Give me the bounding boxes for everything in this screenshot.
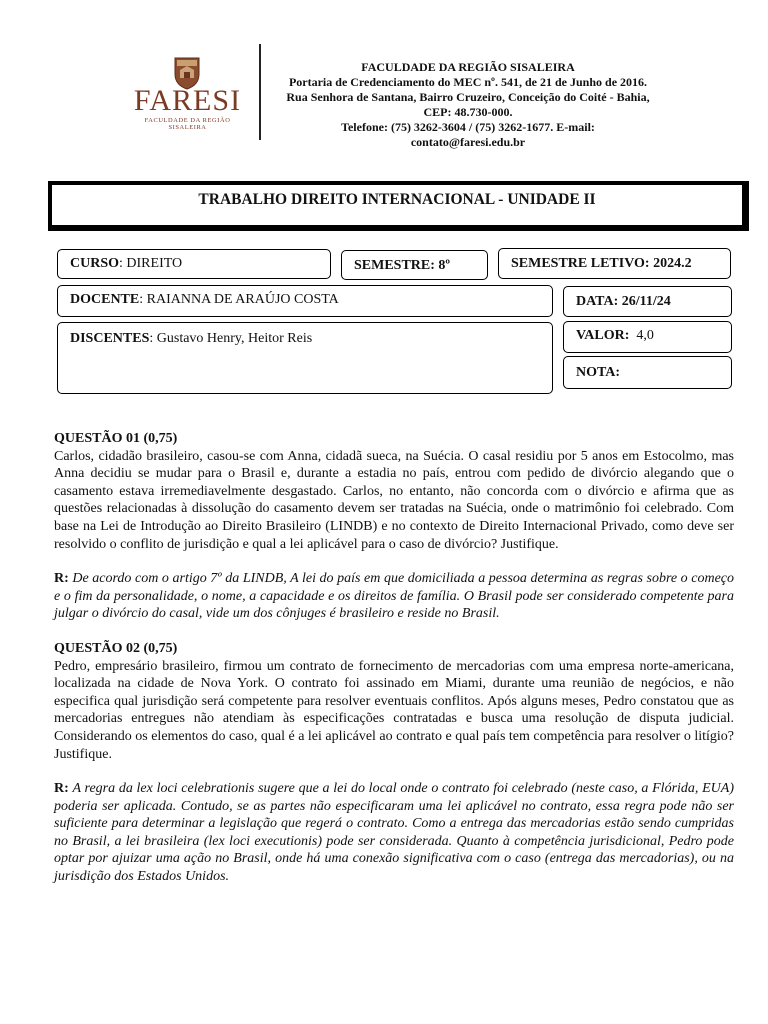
answer-1 xyxy=(54,570,734,623)
semestre-letivo-field xyxy=(498,248,731,279)
faresi-logo xyxy=(130,52,245,131)
question-1 xyxy=(54,430,734,623)
question-2-heading: QUESTÃO 02 (0,75) xyxy=(54,640,178,656)
answer-1-text: De acordo com o artigo 7º da LINDB, A lei do país em que domiciliada a pessoa determina as regras sobre o começo e o fim da personalidade, o nome, a capacidade e os direitos de família. O Brasil pode ser considerado competente para julgar o divórcio do casal, vide um dos cônjuges é brasileiro e reside no Brasil. xyxy=(54,571,735,622)
docente-value: : RAIANNA DE ARAÚJO COSTA xyxy=(139,292,339,307)
valor-label: VALOR: xyxy=(576,328,630,343)
header-divider xyxy=(259,44,261,140)
valor-field xyxy=(563,321,732,353)
answer-2-label: R: xyxy=(54,781,69,797)
answer-1-label: R: xyxy=(54,571,69,587)
questions-body xyxy=(54,430,734,886)
curso-label: CURSO xyxy=(70,256,120,271)
logo-subtitle: FACULDADE DA REGIÃO SISALEIRA xyxy=(144,117,231,131)
curso-value: : DIREITO xyxy=(119,256,183,271)
semestre-label: SEMESTRE: 8º xyxy=(354,258,451,273)
data-field xyxy=(563,286,732,317)
semestre-field xyxy=(341,250,488,280)
data-label: DATA: 26/11/24 xyxy=(576,294,671,309)
question-1-text: Carlos, cidadão brasileiro, casou-se com Anna, cidadã sueca, na Suécia. O casal residiu por 5 anos em Estocolmo, mas Anna decidiu se mudar para o Brasil e, durante a estadia no país, entrou com pedido de divórcio alegando que o casamento estava irremediavelmente desgastado. Carlos, no entanto, não concorda com o divórcio e afirma que as questões relacionadas à dissolução do casamento devem ser tratadas na Suécia, onde o matrimônio foi celebrado. Com base na Lei de Introdução ao Direito Brasileiro (LINDB) e no contexto de Direito Internacional Privado, como deve ser resolvido o conflito de jurisdição e qual a lei aplicável para o caso de divórcio? Justifique. xyxy=(54,448,734,552)
docente-field xyxy=(57,285,553,317)
docente-label: DOCENTE xyxy=(70,292,140,307)
phone-line: Telefone: (75) 3262-3604 / (75) 3262-1677. E-mail: xyxy=(341,120,595,134)
curso-field xyxy=(57,249,331,279)
discentes-value: : Gustavo Henry, Heitor Reis xyxy=(149,331,313,346)
address-line: Rua Senhora de Santana, Bairro Cruzeiro, Conceição do Coité - Bahia, xyxy=(286,90,650,104)
answer-2-text: A regra da lex loci celebrationis sugere que a lei do local onde o contrato foi celebrado (neste caso, a Flórida, EUA) poderia ser aplicada. Contudo, se as partes não especificaram uma lei aplicável no contrato, essa regra pode não ser suficiente para determinar a legislação que regerá o contrato. Como a entrega das mercadorias estão sendo cumpridas no Brasil, a lei brasileira (lex loci executionis) pode ser considerada. Quanto à competência jurisdicional, Pedro pode optar por ajuizar uma ação no Brasil, onde há uma conexão significativa com o caso (entrega das mercadorias), ou na jurisdição dos Estados Unidos. xyxy=(54,781,734,885)
discentes-field xyxy=(57,322,553,394)
question-2 xyxy=(54,640,734,886)
email-line: contato@faresi.edu.br xyxy=(410,135,526,149)
nota-field xyxy=(563,356,732,389)
document-title: TRABALHO DIREITO INTERNACIONAL - UNIDADE II xyxy=(198,191,596,208)
title-box xyxy=(48,181,749,231)
discentes-label: DISCENTES xyxy=(70,331,150,346)
cep-line: CEP: 48.730-000. xyxy=(423,105,513,119)
institution-name: FACULDADE DA REGIÃO SISALEIRA xyxy=(361,60,575,74)
question-2-text: Pedro, empresário brasileiro, firmou um contrato de fornecimento de mercadorias com uma empresa norte-americana, localizada na cidade de Nova York. O contrato foi assinado em Miami, durante uma reunião de negócios, e não especifica qual jurisdição será competente para resolver eventuais conflitos. Após alguns meses, Pedro constatou que as mercadorias entregues não atendiam às especificações contratadas e busca uma resolução de disputa judicial. Considerando os elementos do caso, qual é a lei aplicável ao contrato e qual país tem competência para resolver o litígio? Justifique. xyxy=(54,658,734,762)
answer-2 xyxy=(54,780,734,886)
question-1-heading: QUESTÃO 01 (0,75) xyxy=(54,431,178,446)
nota-label: NOTA: xyxy=(576,365,621,380)
accreditation-line: Portaria de Credenciamento do MEC nº. 541, de 21 de Junho de 2016. xyxy=(288,75,648,89)
institution-info xyxy=(262,60,674,150)
logo-wordmark: FARESI xyxy=(133,84,242,117)
semestre-letivo-label: SEMESTRE LETIVO: 2024.2 xyxy=(511,256,692,271)
valor-value: 4,0 xyxy=(636,328,654,343)
